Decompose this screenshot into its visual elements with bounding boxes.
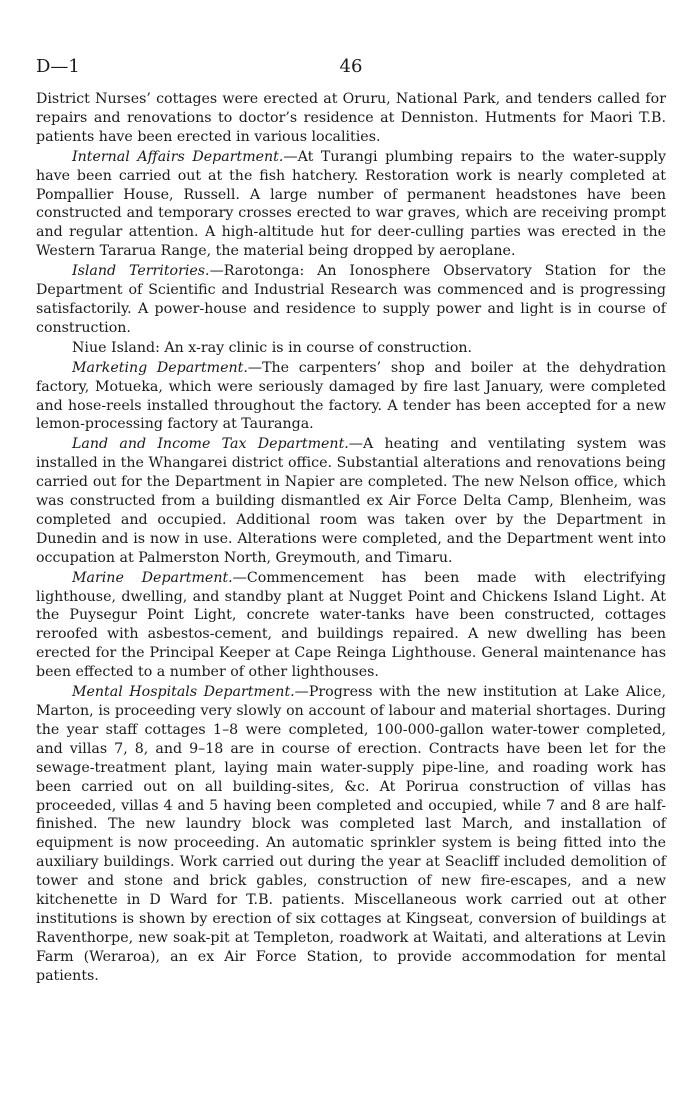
paragraph-text: Niue Island: An x-ray clinic is in course of construction. (72, 339, 473, 356)
paragraph-text: —At Turangi plumbing repairs to the water-supply have been carried out at the fish hatchery. Restoration work is nearly completed at Pompallier House, Russell. A large number of permanent headstones have been constructed and temporary crosses erected to war graves, which are receiving prompt and regular attention. A high-altitude hut for deer-culling parties was erected in the Western Tararua Range, the material being dropped by aeroplane. (36, 148, 666, 260)
paragraph-text: —A heating and ventilating system was installed in the Whangarei district office. Substantial alterations and renovations being carried out for the Department in Napier are completed. The new Nelson office, which was constructed from a building dismantled ex Air Force Delta Camp, Blenheim, was completed and occupied. Additional room was taken over by the Department in Dunedin and is now in use. Alterations were completed, and the Department went into occupation at Palmerston North, Greymouth, and Timaru. (36, 436, 666, 566)
paragraph-text: —Progress with the new institution at Lake Alice, Marton, is proceeding very slowly on account of labour and material shortages. During the year staff cottages 1–8 were completed, 100-000-gallon water-tower completed, and villas 7, 8, and 9–18 are in course of erection. Contracts have been let for the sewage-treatment plant, laying main water-supply pipe-line, and roading work has been carried out on all building-sites, &c. At Porirua construction of villas has proceeded, villas 4 and 5 having been completed and occupied, while 7 and 8 are half-finished. The new laundry block was completed last March, and installation of equipment is now proceeding. An automatic sprinkler system is being fitted into the auxiliary buildings. Work carried out during the year at Seacliff included demolition of tower and stone and brick gables, construction of new fire-escapes, and a new kitchenette in D Ward for T.B. patients. Miscellaneous work carried out at other institutions is shown by erection of six cottages at Kingseat, conversion of buildings at Raventhorpe, new soak-pit at Templeton, roadwork at Waitati, and alterations at Levin Farm (Weraroa), an ex Air Force Station, to provide accommodation for mental patients. (36, 684, 666, 984)
paragraph-niue-island (36, 339, 666, 358)
paragraph-district-nurses (36, 90, 666, 147)
paragraph-island-territories (36, 262, 666, 338)
paragraph-heading: Land and Income Tax Department. (72, 436, 349, 453)
document-reference: D—1 (36, 56, 80, 77)
paragraph-heading: Island Territories. (72, 263, 210, 280)
page-number: 46 (339, 56, 363, 77)
paragraph-land-income-tax (36, 435, 666, 567)
paragraph-marine (36, 569, 666, 682)
paragraph-text: —Rarotonga: An Ionosphere Observatory Station for the Department of Scientific and Industrial Research was commenced and is progressing satisfactorily. A power-house and residence to supply power and light is in course of construction. (36, 263, 667, 336)
paragraph-text: District Nurses’ cottages were erected at Oruru, National Park, and tenders called for repairs and renovations to doctor’s residence at Denniston. Hutments for Maori T.B. patients have been erected in various localities. (36, 91, 666, 145)
paragraph-internal-affairs (36, 148, 666, 261)
paragraph-text: —Commencement has been made with electrifying lighthouse, dwelling, and standby plant at Nugget Point and Chickens Island Light. At the Puysegur Point Light, concrete water-tanks have been constructed, cottages reroofed with asbestos-cement, and buildings repaired. A new dwelling has been erected for the Principal Keeper at Cape Reinga Lighthouse. General maintenance has been effected to a number of other lighthouses. (36, 569, 666, 681)
paragraph-heading: Marine Department. (72, 569, 233, 586)
paragraph-heading: Internal Affairs Department. (72, 148, 284, 165)
paragraph-marketing (36, 359, 666, 435)
page-header (36, 56, 666, 90)
paragraph-heading: Marketing Department. (72, 359, 248, 376)
paragraph-text: —The carpenters’ shop and boiler at the dehydration factory, Motueka, which were seriously damaged by fire last January, were completed and hose-reels installed throughout the factory. A tender has been accepted for a new lemon-processing factory at Tauranga. (36, 359, 666, 433)
document-page (36, 56, 666, 987)
paragraph-mental-hospitals (36, 683, 666, 986)
paragraph-heading: Mental Hospitals Department. (72, 684, 295, 701)
